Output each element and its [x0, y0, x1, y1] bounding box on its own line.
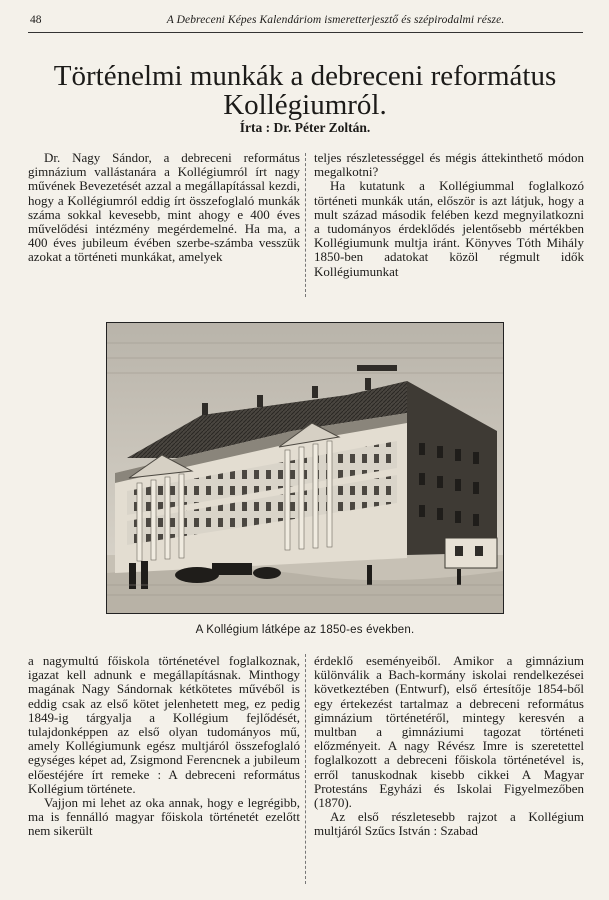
college-building-illustration: [106, 322, 504, 614]
paragraph: érdeklő eseményeiből. Amikor a gimnázium különválik a Bach-kormány iskolai rendelkezései következtében (Entwurf), első értesítője 1854-ből egy értekezést tartalmaz a debreceni református gimnázium történetéről, mintegy keresvén a multban a gimnáziumi tagozat történeti előzményeit. A nagy Révész Imre is szeretettel foglalkozott a debreceni főiskola történetével is, erről tanuskodnak kisebb cikkei A Magyar Protestáns Egyházi és Iskolai Figyelmezőben (1870).: [314, 653, 584, 811]
column-bottom-right: [314, 654, 584, 839]
column-top-left: [28, 151, 300, 265]
paragraph: Dr. Nagy Sándor, a debreceni református gimnázium vallástanára a Kollégiumról írt nagy művének Bevezetését azzal a megállapítással kezdi, hogy a Kollégiumról eddig írt összefoglaló munkák száma sokkal kevesebb, mint ahogy e 400 éves művelődési intézmény megérdemelné. Ha ma, a 400 éves jubileum évében szerbe-számba vesszük azokat a történeti munkákat, amelyek: [28, 150, 300, 265]
paragraph: a nagymultú főiskola történetével foglalkoznak, igazat kell adnunk e megállapításnak. Minthogy magának Nagy Sándornak kétkötetes művéből is eddig csak az első kötet jelenhetett meg, ez pedig 1849-ig tárgyalja a Kollégium fejlődését, tulajdonképpen az első olyan tudományos mű, amely Kollégiumunk egész multjáról összefoglaló egységes képet ad, Zsigmond Ferencnek a jubileum előestéjére írt remeke : A debreceni református Kollégium története.: [28, 653, 300, 796]
article-title-line-2: Kollégiumról.: [223, 89, 387, 121]
column-top-right: [314, 151, 584, 279]
column-divider-top: [305, 153, 306, 297]
column-bottom-left: [28, 654, 300, 839]
paragraph: Ha kutatunk a Kollégiummal foglalkozó történeti munkák után, először is azt látjuk, hogy a mult század második felében kezd megnyilatkozni a tudományos érdeklődés jelentősebb mértékben Kollégiumunk multja iránt. Könyves Tóth Mihály 1850-ben adatokat közöl régmult idők Kollégiumunkat: [314, 178, 584, 279]
engraving-icon: [107, 323, 503, 613]
paragraph: teljes részletességgel és mégis áttekinthető módon megalkotni?: [314, 150, 584, 180]
running-header: [28, 10, 583, 33]
figure-caption: A Kollégium látképe az 1850-es években.: [195, 624, 415, 636]
paragraph: Vajjon mi lehet az oka annak, hogy e legrégibb, ma is fennálló magyar főiskola történetét ezelőtt nem sikerült: [28, 795, 300, 839]
paragraph: Az első részletesebb rajzot a Kollégium multjáról Szűcs István : Szabad: [314, 809, 584, 839]
column-divider-bottom: [305, 654, 306, 884]
article-title: [40, 62, 570, 120]
article-title-line-1: Történelmi munkák a debreceni református: [53, 60, 557, 92]
page-number: 48: [30, 14, 42, 26]
running-title: A Debreceni Képes Kalendáriom ismeretterjesztő és szépirodalmi része.: [166, 14, 505, 26]
byline: Írta : Dr. Péter Zoltán.: [239, 120, 371, 135]
